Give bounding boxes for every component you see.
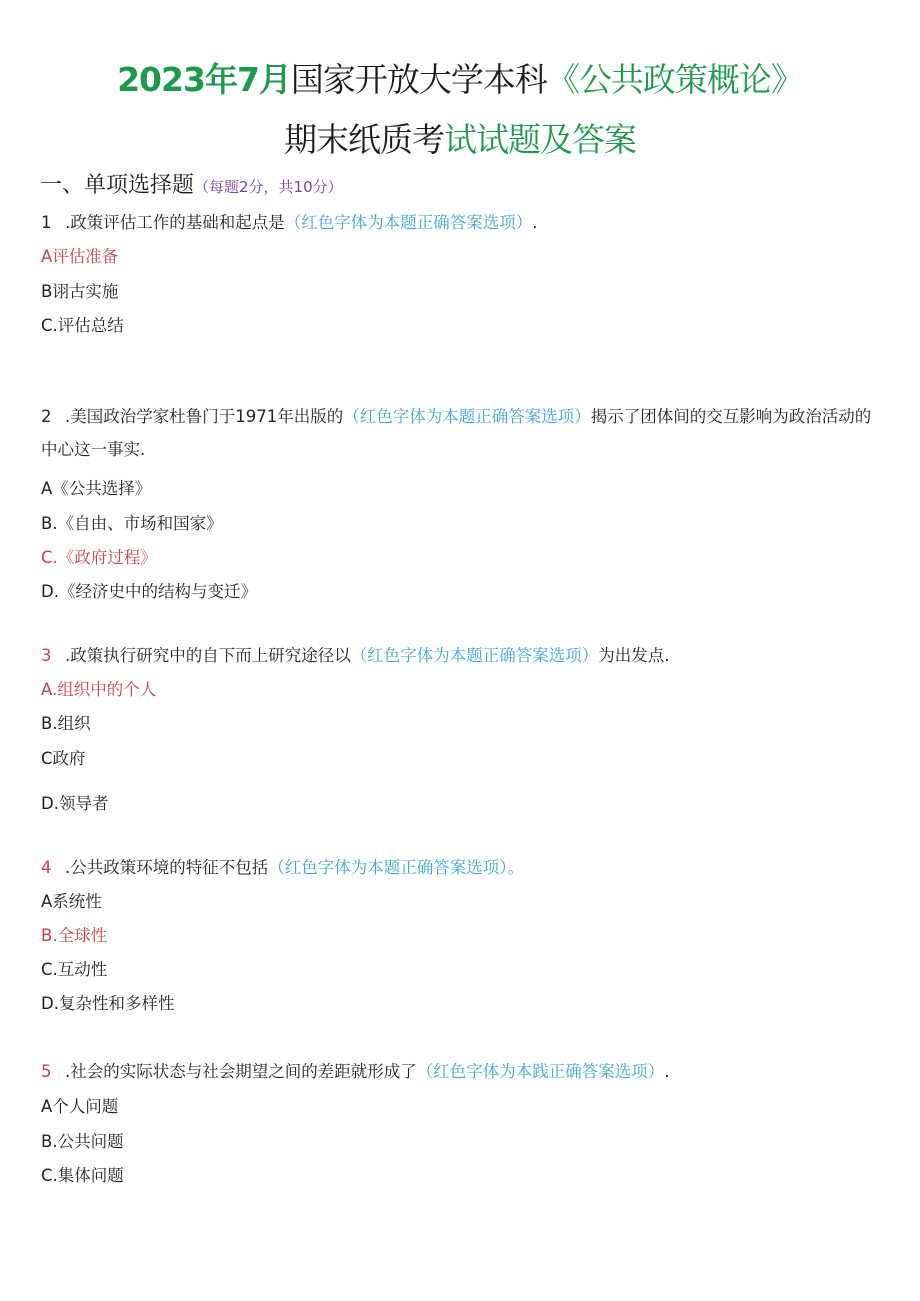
question-text-end: 揭示了团体间的交互影响为政治活动的中心这一事实. [41,407,872,459]
title-exam-type: 期末纸质考 [284,120,444,159]
option: C.评估总结 [41,316,124,335]
option: A个人问题 [41,1097,119,1116]
question-5 [41,1058,670,1082]
section-note: （每题2分，共10分） [194,178,343,196]
option: D.《经济史中的结构与变迁》 [41,582,257,601]
question-number: 5 [41,1062,52,1081]
question-text: .社会的实际状态与社会期望之间的差距就形成了 [65,1062,417,1081]
option: C.集体问题 [41,1166,124,1185]
option: B.组织 [41,714,91,733]
question-3 [41,642,670,666]
section-heading [40,168,343,199]
answer-hint: （红色字体为本题正确答案选项） [268,858,508,877]
option: A《公共选择》 [41,479,152,498]
option: B诩古实施 [41,282,119,301]
option: A系统性 [41,892,102,911]
option: B.公共问题 [41,1132,124,1151]
question-text: .美国政治学家杜鲁门于1971年出版的 [65,407,344,426]
answer-hint: （红色字体为本题正确答案选项） [350,646,599,665]
option: B.《自由、市场和国家》 [41,514,223,533]
question-text-end: . [532,213,538,232]
question-text-end: . [664,1062,670,1081]
answer-hint: （红色字体为本题正确答案选项） [284,213,533,232]
question-1 [41,209,538,233]
title-exam-suffix: 试试题及答案 [444,120,636,159]
title-course: 《公共政策概论》 [546,60,803,99]
question-text: .政策执行研究中的自下而上研究途径以 [65,646,351,665]
question-number: 2 [41,407,52,426]
question-number: 4 [41,858,52,877]
section-title: 一、单项选择题 [40,173,195,198]
question-text: .政策评估工作的基础和起点是 [65,213,285,232]
option: C.互动性 [41,960,108,979]
title-university: 国家开放大学本科 [290,60,547,99]
option-correct: C.《政府过程》 [41,548,157,567]
document-title-line-1 [0,54,920,101]
document-title-line-2 [0,114,920,161]
question-number: 3 [41,646,52,665]
title-date: 2023年7月 [117,60,291,99]
option: C政府 [41,749,86,768]
option: D.复杂性和多样性 [41,994,175,1013]
question-text-end: 为出发点. [598,646,670,665]
question-2 [41,400,881,466]
option-correct: B.全球性 [41,926,108,945]
question-number: 1 [41,213,52,232]
option-correct: A评估准备 [41,247,119,266]
answer-hint: （红色字体为本题正确答案选项） [343,407,591,426]
question-4 [41,854,524,878]
question-text-end: 。 [507,858,524,877]
answer-hint: （红色字体为本践正确答案选项） [416,1062,665,1081]
question-text: .公共政策环境的特征不包括 [65,858,269,877]
option-correct: A.组织中的个人 [41,680,157,699]
option: D.领导者 [41,794,109,813]
